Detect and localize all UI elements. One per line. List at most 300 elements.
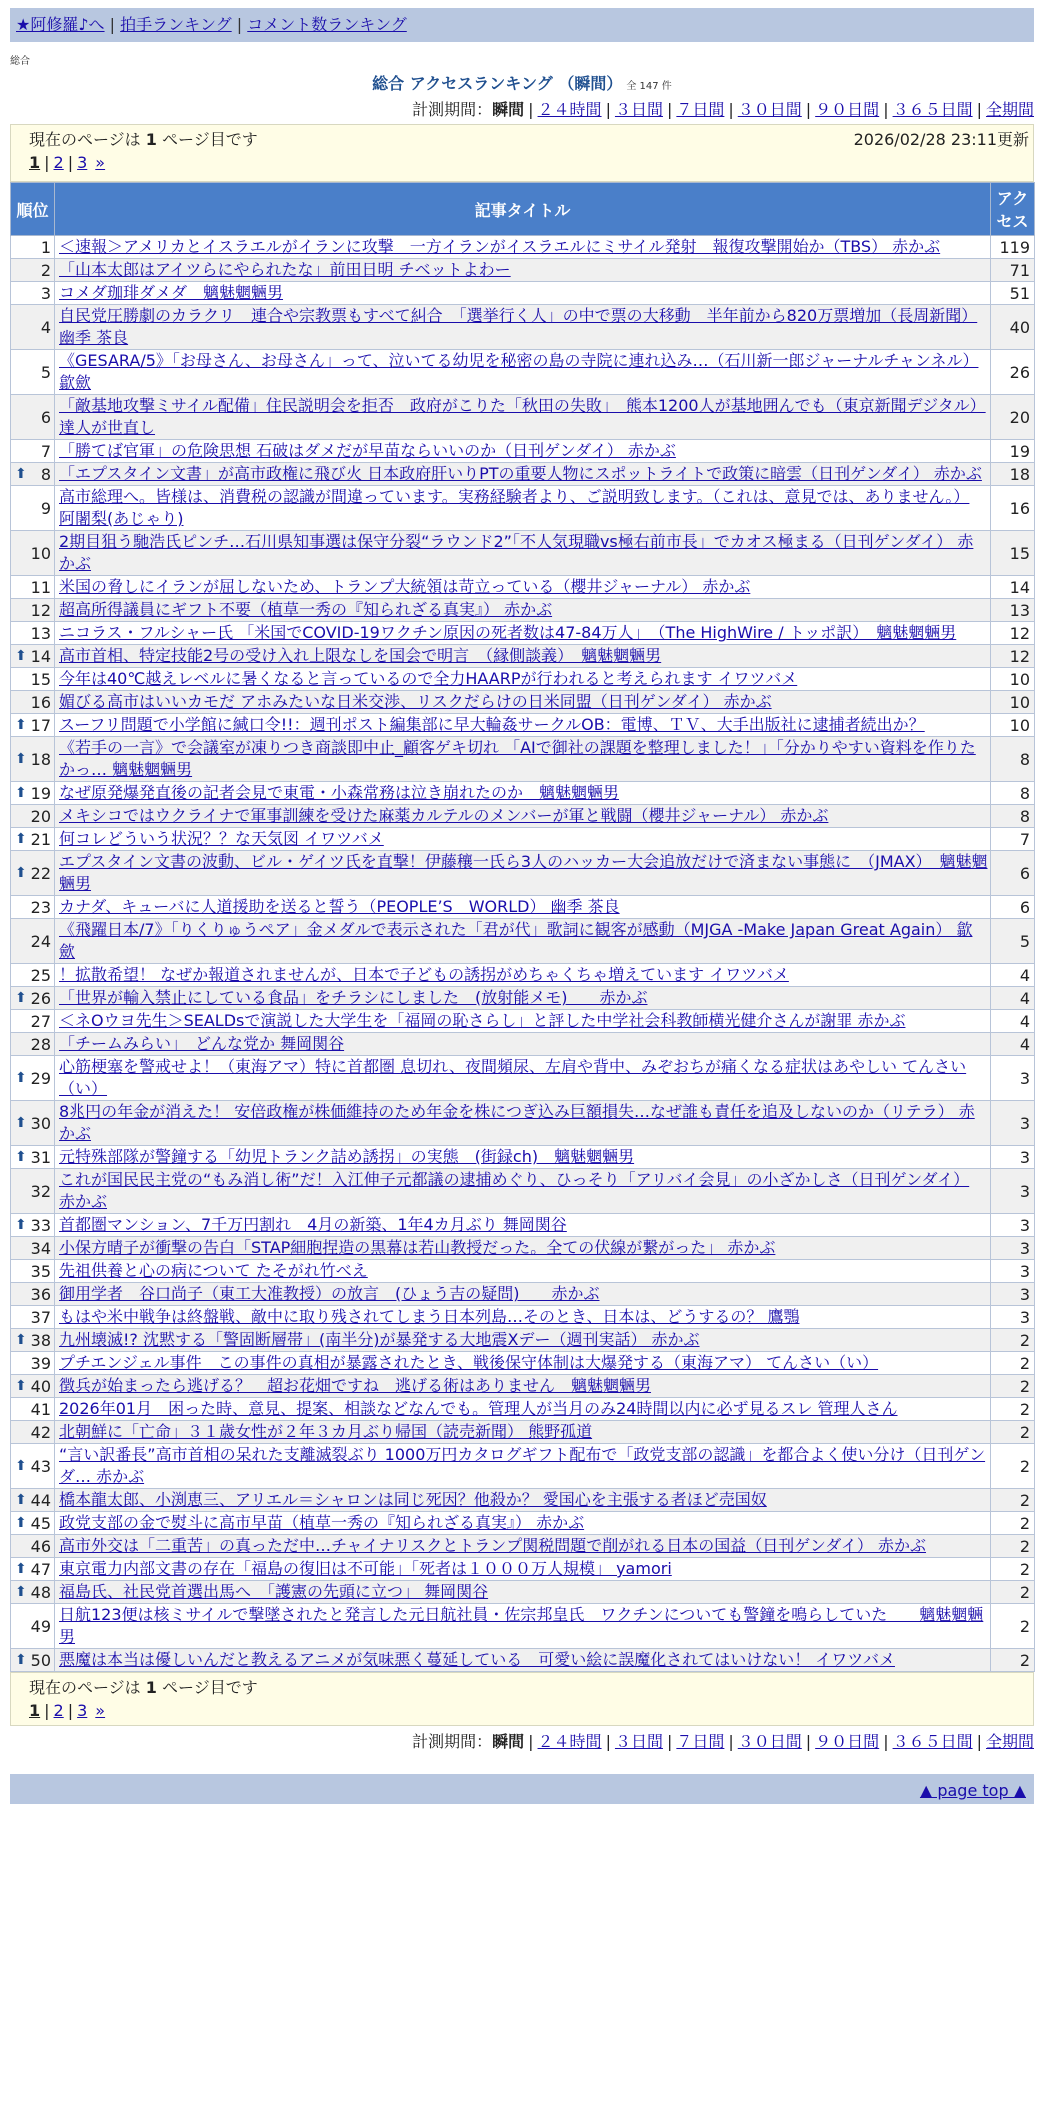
title-cell [55, 805, 991, 828]
rank-number: 47 [30, 1559, 51, 1579]
table-row [11, 851, 1035, 896]
table-row [11, 486, 1035, 531]
rank-number: 27 [30, 1011, 51, 1031]
access-count: 4 [991, 1033, 1035, 1056]
page-text-post: ページ目です [162, 130, 258, 149]
access-count: 2 [991, 1329, 1035, 1352]
rank-up-arrow-icon: ⬆ [15, 785, 27, 801]
rank-number: 12 [30, 600, 51, 620]
rank-number: 40 [30, 1376, 51, 1396]
article-link[interactable]: これが国民民主党の“もみ消し術”だ！入江伸子元都議の逮捕めぐり、ひっそり「アリバイ会見」の小ざかしさ（日刊ゲンダイ） 赤かぶ [59, 1170, 970, 1211]
article-link[interactable]: 媚びる高市はいいカモだ アホみたいな日米交渉、リスクだらけの日米同盟（日刊ゲンダイ） 赤かぶ [59, 692, 772, 711]
article-link[interactable]: 北朝鮮に「亡命」３１歳女性が２年３カ月ぶり帰国（読売新聞） 熊野孤道 [59, 1422, 593, 1441]
rank-cell [11, 576, 55, 599]
rank-up-arrow-icon: ⬆ [15, 831, 27, 847]
access-count: 3 [991, 1214, 1035, 1237]
bottom-period-link-4[interactable]: ９０日間 [815, 1732, 880, 1751]
title-cell [55, 1398, 991, 1421]
table-row [11, 1375, 1035, 1398]
access-count: 2 [991, 1535, 1035, 1558]
access-count: 2 [991, 1649, 1035, 1672]
title-cell [55, 1033, 991, 1056]
ranking-table [10, 182, 1035, 1672]
article-link[interactable]: 「山本太郎はアイツらにやられたな」前田日明 チベットよわー [59, 260, 511, 279]
article-link[interactable]: 今年は40℃越えレベルに暑くなると言っているので全力HAARPが行われると考えられます イワツバメ [59, 669, 798, 688]
article-link[interactable]: 日航123便は核ミサイルで撃墜されたと発言した元日航社員・佐宗邦皇氏 ワクチンについても警鐘を鳴らしていた 魑魅魍魎男 [59, 1605, 984, 1646]
pager-next[interactable]: » [95, 1701, 106, 1720]
title-cell [55, 645, 991, 668]
table-row [11, 1649, 1035, 1672]
article-link[interactable]: 2期目狙う馳浩氏ピンチ…石川県知事選は保守分裂“ラウンド2”「不人気現職vs極右前市長」でカオス極まる（日刊ゲンダイ） 赤かぶ [59, 532, 974, 573]
rank-number: 35 [30, 1261, 51, 1281]
article-link[interactable]: 8兆円の年金が消えた！ 安倍政権が株価維持のため年金を株につぎ込み巨額損失…なぜ誰も責任を追及しないのか（リテラ） 赤かぶ [59, 1102, 975, 1143]
rank-number: 7 [40, 441, 51, 461]
article-link[interactable]: 御用学者 谷口尚子（東工大准教授）の放言 (ひょう吉の疑問) 赤かぶ [59, 1284, 600, 1303]
table-row [11, 714, 1035, 737]
title-cell [55, 236, 991, 259]
home-link[interactable]: ★阿修羅♪へ [16, 15, 105, 34]
rank-up-arrow-icon: ⬆ [15, 1584, 27, 1600]
table-row [11, 964, 1035, 987]
rank-cell [11, 395, 55, 440]
table-row [11, 599, 1035, 622]
rank-number: 33 [30, 1215, 51, 1235]
title-cell [55, 1146, 991, 1169]
period-separator: | [666, 1732, 673, 1751]
pager-page-1[interactable]: 1 [29, 1701, 41, 1720]
rank-number: 25 [30, 965, 51, 985]
table-row [11, 259, 1035, 282]
rank-number: 24 [30, 931, 51, 951]
access-count: 3 [991, 1260, 1035, 1283]
title-cell [55, 737, 991, 782]
article-link[interactable]: もはや米中戦争は終盤戦、敵中に取り残されてしまう日本列島…そのとき、日本は、どうするの？ 鷹鶚 [59, 1307, 800, 1326]
article-link[interactable]: 橋本龍太郎、小渕恵三、アリエル＝シャロンは同じ死因？他殺か？ 愛国心を主張する者ほど売国奴 [59, 1490, 767, 1509]
article-link[interactable]: カナダ、キューバに人道援助を送ると誓う（PEOPLE’S WORLD） 幽季 茶良 [59, 897, 620, 916]
rank-number: 3 [40, 283, 51, 303]
table-row [11, 645, 1035, 668]
rank-cell [11, 691, 55, 714]
rank-cell [11, 622, 55, 645]
table-row [11, 1237, 1035, 1260]
rank-cell [11, 1604, 55, 1649]
rank-number: 41 [30, 1399, 51, 1419]
access-count: 12 [991, 645, 1035, 668]
access-count: 10 [991, 668, 1035, 691]
title-cell [55, 828, 991, 851]
period-separator: | [528, 1732, 534, 1751]
rank-up-arrow-icon: ⬆ [15, 1115, 27, 1131]
ranking-title: 総合 アクセスランキング （瞬間） [372, 74, 623, 93]
rank-cell [11, 851, 55, 896]
rank-cell [11, 1398, 55, 1421]
title-cell [55, 486, 991, 531]
table-row [11, 236, 1035, 259]
article-link[interactable]: 先祖供養と心の病について たそがれ竹べえ [59, 1261, 368, 1280]
top-period-link-1[interactable]: ３日間 [614, 100, 663, 119]
article-link[interactable]: “言い訳番長”高市首相の呆れた支離滅裂ぶり 1000万円カタログギフト配布で「政党支部の認識」を都合よく使い分け（日刊ゲンダ… 赤かぶ [59, 1445, 986, 1486]
table-row [11, 1056, 1035, 1101]
rank-number: 14 [30, 646, 51, 666]
rank-number: 20 [30, 806, 51, 826]
access-count: 6 [991, 851, 1035, 896]
rank-cell [11, 1237, 55, 1260]
rank-cell [11, 1512, 55, 1535]
rank-number: 50 [30, 1650, 51, 1670]
table-row [11, 782, 1035, 805]
rank-number: 46 [30, 1536, 51, 1556]
period-separator: | [883, 1732, 889, 1751]
period-selector-bottom [10, 1730, 1034, 1754]
rank-number: 1 [40, 237, 51, 257]
period-separator: | [728, 1732, 734, 1751]
table-row [11, 1444, 1035, 1489]
rank-number: 22 [30, 863, 51, 883]
title-cell [55, 714, 991, 737]
access-count: 119 [991, 236, 1035, 259]
top-period-link-4[interactable]: ９０日間 [815, 100, 880, 119]
article-link[interactable]: ！拡散希望！ なぜか報道されませんが、日本で子どもの誘拐がめちゃくちゃ増えています イワツバメ [59, 965, 789, 984]
bottom-period-link-0[interactable]: ２４時間 [537, 1732, 602, 1751]
access-count: 12 [991, 622, 1035, 645]
article-link[interactable]: プチエンジェル事件 この事件の真相が暴露されたとき、戦後保守体制は大爆発する（東海アマ） てんさい（い） [59, 1353, 879, 1372]
total-count: 全 147 件 [626, 81, 672, 92]
rank-number: 17 [30, 715, 51, 735]
article-link[interactable]: 心筋梗塞を警戒せよ！（東海アマ）特に首都圏 息切れ、夜間頻尿、左肩や背中、みぞおちが痛くなる症状はあやしい てんさい（い） [59, 1057, 967, 1098]
rank-up-arrow-icon: ⬆ [15, 1561, 27, 1577]
rank-number: 42 [30, 1422, 51, 1442]
rank-number: 36 [30, 1284, 51, 1304]
period-separator: | [605, 1732, 611, 1751]
rank-cell [11, 1535, 55, 1558]
rank-cell [11, 1056, 55, 1101]
rank-number: 45 [30, 1513, 51, 1533]
top-period-link-5[interactable]: ３６５日間 [892, 100, 973, 119]
title-cell [55, 987, 991, 1010]
access-count: 4 [991, 964, 1035, 987]
access-count: 2 [991, 1444, 1035, 1489]
table-row [11, 1260, 1035, 1283]
rank-up-arrow-icon: ⬆ [15, 1652, 27, 1668]
page-top-link[interactable]: ▲ page top ▲ [919, 1781, 1026, 1800]
article-link[interactable]: ＜ネOウヨ先生＞SEALDsで演説した大学生を「福岡の恥さらし」と評した中学社会科教師横光健介さんが謝罪 赤かぶ [59, 1011, 906, 1030]
article-link[interactable]: メキシコではウクライナで軍事訓練を受けた麻薬カルテルのメンバーが軍と戦闘（櫻井ジャーナル） 赤かぶ [59, 806, 829, 825]
pager-page-2[interactable]: 2 [53, 153, 64, 172]
table-row [11, 1169, 1035, 1214]
article-link[interactable]: 悪魔は本当は優しいんだと教えるアニメが気味悪く蔓延している 可愛い絵に誤魔化されてはいけない！ イワツバメ [59, 1650, 895, 1669]
bottom-period-link-2[interactable]: ７日間 [676, 1732, 725, 1751]
current-page-text [29, 127, 258, 150]
page-text-post: ページ目です [162, 1678, 258, 1697]
title-cell [55, 1283, 991, 1306]
rank-cell [11, 531, 55, 576]
article-link[interactable]: 「チームみらい」 どんな党か 舞岡関谷 [59, 1034, 345, 1053]
article-link[interactable]: 九州壊滅!? 沈黙する「警固断層帯」(南半分)が暴発する大地震Xデー（週刊実話） 赤かぶ [59, 1330, 700, 1349]
table-row [11, 1535, 1035, 1558]
period-label: 計測期間： [412, 100, 493, 119]
access-count: 3 [991, 1101, 1035, 1146]
table-row [11, 576, 1035, 599]
article-link[interactable]: 高市外交は「二重苦」の真っただ中…チャイナリスクとトランプ関税問題で削がれる日本の国益（日刊ゲンダイ） 赤かぶ [59, 1536, 927, 1555]
article-link[interactable]: 「世界が輸入禁止にしている食品」をチラシにしました (放射能メモ) 赤かぶ [59, 988, 648, 1007]
rank-cell [11, 282, 55, 305]
title-cell [55, 1260, 991, 1283]
rank-number: 13 [30, 623, 51, 643]
article-link[interactable]: なぜ原発爆発直後の記者会見で東電・小森常務は泣き崩れたのか 魑魅魍魎男 [59, 783, 620, 802]
title-cell [55, 1558, 991, 1581]
title-cell [55, 1214, 991, 1237]
rank-cell [11, 782, 55, 805]
access-count: 3 [991, 1056, 1035, 1101]
bottom-period-link-6[interactable]: 全期間 [985, 1732, 1034, 1751]
nav-separator: | [236, 15, 243, 34]
table-row [11, 828, 1035, 851]
rank-cell [11, 1010, 55, 1033]
rank-number: 10 [30, 543, 51, 563]
article-link[interactable]: 米国の脅しにイランが屈しないため、トランプ大統領は苛立っている（櫻井ジャーナル） 赤かぶ [59, 577, 751, 596]
rank-cell [11, 896, 55, 919]
rank-number: 19 [30, 783, 51, 803]
article-link[interactable]: 徴兵が始まったら逃げる？ 超お花畑ですね 逃げる術はありません 魑魅魍魎男 [59, 1376, 652, 1395]
table-row [11, 282, 1035, 305]
top-period-link-3[interactable]: ３０日間 [737, 100, 802, 119]
rank-cell [11, 668, 55, 691]
rank-up-arrow-icon: ⬆ [15, 1492, 27, 1508]
article-link[interactable]: 「敵基地攻撃ミサイル配備」住民説明会を拒否 政府がこりた「秋田の失敗」 熊本1200人が基地囲んでも（東京新聞デジタル） 達人が世直し [59, 396, 986, 437]
table-row [11, 691, 1035, 714]
rank-up-arrow-icon: ⬆ [15, 466, 27, 482]
pager-separator: | [67, 153, 74, 172]
article-link[interactable]: 首都圏マンション、7千万円割れ 4月の新築、1年4カ月ぶり 舞岡関谷 [59, 1215, 567, 1234]
top-period-link-2[interactable]: ７日間 [676, 100, 725, 119]
table-row [11, 1010, 1035, 1033]
title-cell [55, 1169, 991, 1214]
rank-cell [11, 987, 55, 1010]
applause-ranking-link[interactable]: 拍手ランキング [120, 15, 232, 34]
rank-number: 21 [30, 829, 51, 849]
comment-ranking-link[interactable]: コメント数ランキング [247, 15, 407, 34]
rank-number: 2 [40, 260, 51, 280]
article-link[interactable]: 政党支部の金で熨斗に高市早苗（植草一秀の『知られざる真実』） 赤かぶ [59, 1513, 585, 1532]
bottom-period-link-5[interactable]: ３６５日間 [892, 1732, 973, 1751]
title-cell [55, 531, 991, 576]
article-link[interactable]: ニコラス・フルシャー氏 「米国でCOVID-19ワクチン原因の死者数は47-84万人」 （The HighWire / トッポ訳） 魑魅魍魎男 [59, 623, 957, 642]
footer-bar [10, 1774, 1034, 1804]
title-cell [55, 440, 991, 463]
title-cell [55, 1056, 991, 1101]
table-row [11, 1352, 1035, 1375]
article-link[interactable]: 高市首相、特定技能2号の受け入れ上限なしを国会で明言 （縁側談義） 魑魅魍魎男 [59, 646, 662, 665]
period-separator: | [528, 100, 534, 119]
article-link[interactable]: 「勝てば官軍」の危険思想 石破はダメだが早苗ならいいのか（日刊ゲンダイ） 赤かぶ [59, 441, 676, 460]
table-row [11, 1283, 1035, 1306]
top-period-link-0[interactable]: ２４時間 [537, 100, 602, 119]
rank-cell [11, 440, 55, 463]
table-row [11, 395, 1035, 440]
rank-cell [11, 1260, 55, 1283]
access-count: 3 [991, 1169, 1035, 1214]
table-row [11, 1558, 1035, 1581]
page-info-box [10, 124, 1034, 182]
article-link[interactable]: 《GESARA/5》「お母さん、お母さん」って、泣いてる幼児を秘密の島の寺院に連れ込み…（石川新一郎ジャーナルチャンネル） 歙歛 [59, 351, 979, 392]
bottom-period-link-1[interactable]: ３日間 [614, 1732, 663, 1751]
table-row [11, 1033, 1035, 1056]
article-link[interactable]: 《飛躍日本/7》「りくりゅうペア」金メダルで表示された「君が代」歌詞に観客が感動（MJGA -Make Japan Great Again） 歙歛 [59, 920, 973, 961]
pager-page-1[interactable]: 1 [29, 153, 41, 172]
rank-cell [11, 1444, 55, 1489]
page-title [0, 71, 1044, 94]
article-link[interactable]: 何コレどういう状況？？な天気図 イワツバメ [59, 829, 384, 848]
access-count: 19 [991, 440, 1035, 463]
access-count: 10 [991, 714, 1035, 737]
title-cell [55, 350, 991, 395]
updated-timestamp: 2026/02/28 23:11更新 [853, 130, 1029, 149]
rank-number: 37 [30, 1307, 51, 1327]
title-cell [55, 1010, 991, 1033]
article-link[interactable]: 《若手の一言》で会議室が凍りつき商談即中止_顧客ゲキ切れ 「AIで御社の課題を整理しました！」「分かりやすい資料を作りたかっ… 魑魅魍魎男 [59, 738, 976, 779]
rank-cell [11, 1101, 55, 1146]
table-row [11, 1329, 1035, 1352]
access-count: 51 [991, 282, 1035, 305]
rank-number: 16 [30, 692, 51, 712]
pager-page-3[interactable]: 3 [77, 1701, 88, 1720]
access-count: 4 [991, 1010, 1035, 1033]
article-link[interactable]: 2026年01月 困った時、意見、提案、相談などなんでも。管理人が当月のみ24時間以内に必ず見るスレ 管理人さん [59, 1399, 898, 1418]
rank-number: 49 [30, 1616, 51, 1636]
pager-page-2[interactable]: 2 [53, 1701, 64, 1720]
article-link[interactable]: 東京電力内部文書の存在「福島の復旧は不可能」「死者は１０００万人規模」 yamori [59, 1559, 672, 1578]
rank-cell [11, 1169, 55, 1214]
access-count: 8 [991, 737, 1035, 782]
access-count: 2 [991, 1489, 1035, 1512]
rank-up-arrow-icon: ⬆ [15, 648, 27, 664]
article-link[interactable]: 福島氏、社民党首選出馬へ 「護憲の先頭に立つ」 舞岡関谷 [59, 1582, 489, 1601]
rank-cell [11, 714, 55, 737]
article-link[interactable]: コメダ珈琲ダメダ 魑魅魍魎男 [59, 283, 284, 302]
rank-number: 43 [30, 1456, 51, 1476]
period-selector-top [10, 98, 1034, 122]
access-count: 3 [991, 1237, 1035, 1260]
access-count: 2 [991, 1352, 1035, 1375]
rank-number: 6 [40, 407, 51, 427]
rank-cell [11, 919, 55, 964]
title-cell [55, 622, 991, 645]
access-count: 40 [991, 305, 1035, 350]
table-row [11, 1581, 1035, 1604]
pager-separator: | [67, 1701, 74, 1720]
rank-number: 23 [30, 897, 51, 917]
article-link[interactable]: ＜速報＞アメリカとイスラエルがイランに攻撃 一方イランがイスラエルにミサイル発射 報復攻撃開始か（TBS） 赤かぶ [59, 237, 941, 256]
title-cell [55, 896, 991, 919]
access-count: 26 [991, 350, 1035, 395]
rank-cell [11, 964, 55, 987]
table-row [11, 919, 1035, 964]
rank-number: 4 [40, 317, 51, 337]
title-cell [55, 1489, 991, 1512]
rank-cell [11, 645, 55, 668]
article-link[interactable]: 自民党圧勝劇のカラクリ 連合や宗教票もすべて糾合 「選挙行く人」の中で票の大移動 半年前から820万票増加（長周新聞） 幽季 茶良 [59, 306, 978, 347]
title-cell [55, 576, 991, 599]
table-row [11, 896, 1035, 919]
access-count: 3 [991, 1146, 1035, 1169]
article-link[interactable]: 高市総理へ。皆様は、消費税の認識が間違っています。実務経験者より、ご説明致します。（これは、意見では、ありません。） 阿闍梨(あじゃり) [59, 487, 970, 528]
table-row [11, 1306, 1035, 1329]
rank-number: 8 [40, 464, 51, 484]
rank-number: 18 [30, 749, 51, 769]
title-cell [55, 463, 991, 486]
title-cell [55, 964, 991, 987]
table-row [11, 987, 1035, 1010]
article-link[interactable]: スーフリ問題で小学館に緘口令!!：週刊ポスト編集部に早大輪姦サークルOB：電博、ＴＶ、大手出版社に逮捕者続出か？ [59, 715, 925, 734]
rank-cell [11, 486, 55, 531]
page-text-pre: 現在のページは [29, 130, 141, 149]
access-count: 3 [991, 1283, 1035, 1306]
rank-cell [11, 805, 55, 828]
access-count: 3 [991, 1306, 1035, 1329]
table-row [11, 440, 1035, 463]
pager-next[interactable]: » [95, 153, 106, 172]
article-link[interactable]: エプスタイン文書の波動、ビル・ゲイツ氏を直撃！伊藤穰一氏ら3人のハッカー大会追放だけで済まない事態に （JMAX） 魑魅魍魎男 [59, 852, 988, 893]
bottom-period-link-3[interactable]: ３０日間 [737, 1732, 802, 1751]
rank-cell [11, 1421, 55, 1444]
rank-up-arrow-icon: ⬆ [15, 1217, 27, 1233]
table-row [11, 622, 1035, 645]
table-row [11, 1489, 1035, 1512]
rank-up-arrow-icon: ⬆ [15, 1332, 27, 1348]
rank-cell [11, 599, 55, 622]
header-title: 記事タイトル [55, 183, 991, 236]
access-count: 71 [991, 259, 1035, 282]
title-cell [55, 282, 991, 305]
rank-number: 31 [30, 1147, 51, 1167]
access-count: 18 [991, 463, 1035, 486]
article-link[interactable]: 元特殊部隊が警鐘する「幼児トランク詰め誘拐」の実態 (街録ch) 魑魅魍魎男 [59, 1147, 635, 1166]
top-period-link-6[interactable]: 全期間 [985, 100, 1034, 119]
pager-page-3[interactable]: 3 [77, 153, 88, 172]
current-page-text [29, 1675, 258, 1698]
period-current: 瞬間 [492, 1732, 525, 1751]
article-link[interactable]: 超高所得議員にギフト不要（植草一秀の『知られざる真実』） 赤かぶ [59, 600, 553, 619]
table-row [11, 1214, 1035, 1237]
access-count: 15 [991, 531, 1035, 576]
period-separator: | [883, 100, 889, 119]
rank-cell [11, 1489, 55, 1512]
title-cell [55, 395, 991, 440]
table-row [11, 305, 1035, 350]
period-separator: | [728, 100, 734, 119]
top-nav-bar [10, 8, 1034, 42]
article-link[interactable]: 小保方晴子が衝撃の告白「STAP細胞捏造の黒幕は若山教授だった。全ての伏線が繋がった」 赤かぶ [59, 1238, 776, 1257]
article-link[interactable]: 「エプスタイン文書」が高市政権に飛び火 日本政府肝いりPTの重要人物にスポットライトで政策に暗雲（日刊ゲンダイ） 赤かぶ [59, 464, 982, 483]
rank-cell [11, 350, 55, 395]
access-count: 2 [991, 1421, 1035, 1444]
rank-cell [11, 1033, 55, 1056]
rank-cell [11, 1558, 55, 1581]
period-separator: | [976, 100, 982, 119]
title-cell [55, 1649, 991, 1672]
table-row [11, 1146, 1035, 1169]
title-cell [55, 1604, 991, 1649]
table-row [11, 737, 1035, 782]
pagination-bottom [29, 1701, 105, 1720]
access-count: 2 [991, 1604, 1035, 1649]
rank-number: 39 [30, 1353, 51, 1373]
title-cell [55, 305, 991, 350]
table-row [11, 463, 1035, 486]
rank-up-arrow-icon: ⬆ [15, 751, 27, 767]
header-rank: 順位 [11, 183, 55, 236]
rank-number: 9 [40, 498, 51, 518]
